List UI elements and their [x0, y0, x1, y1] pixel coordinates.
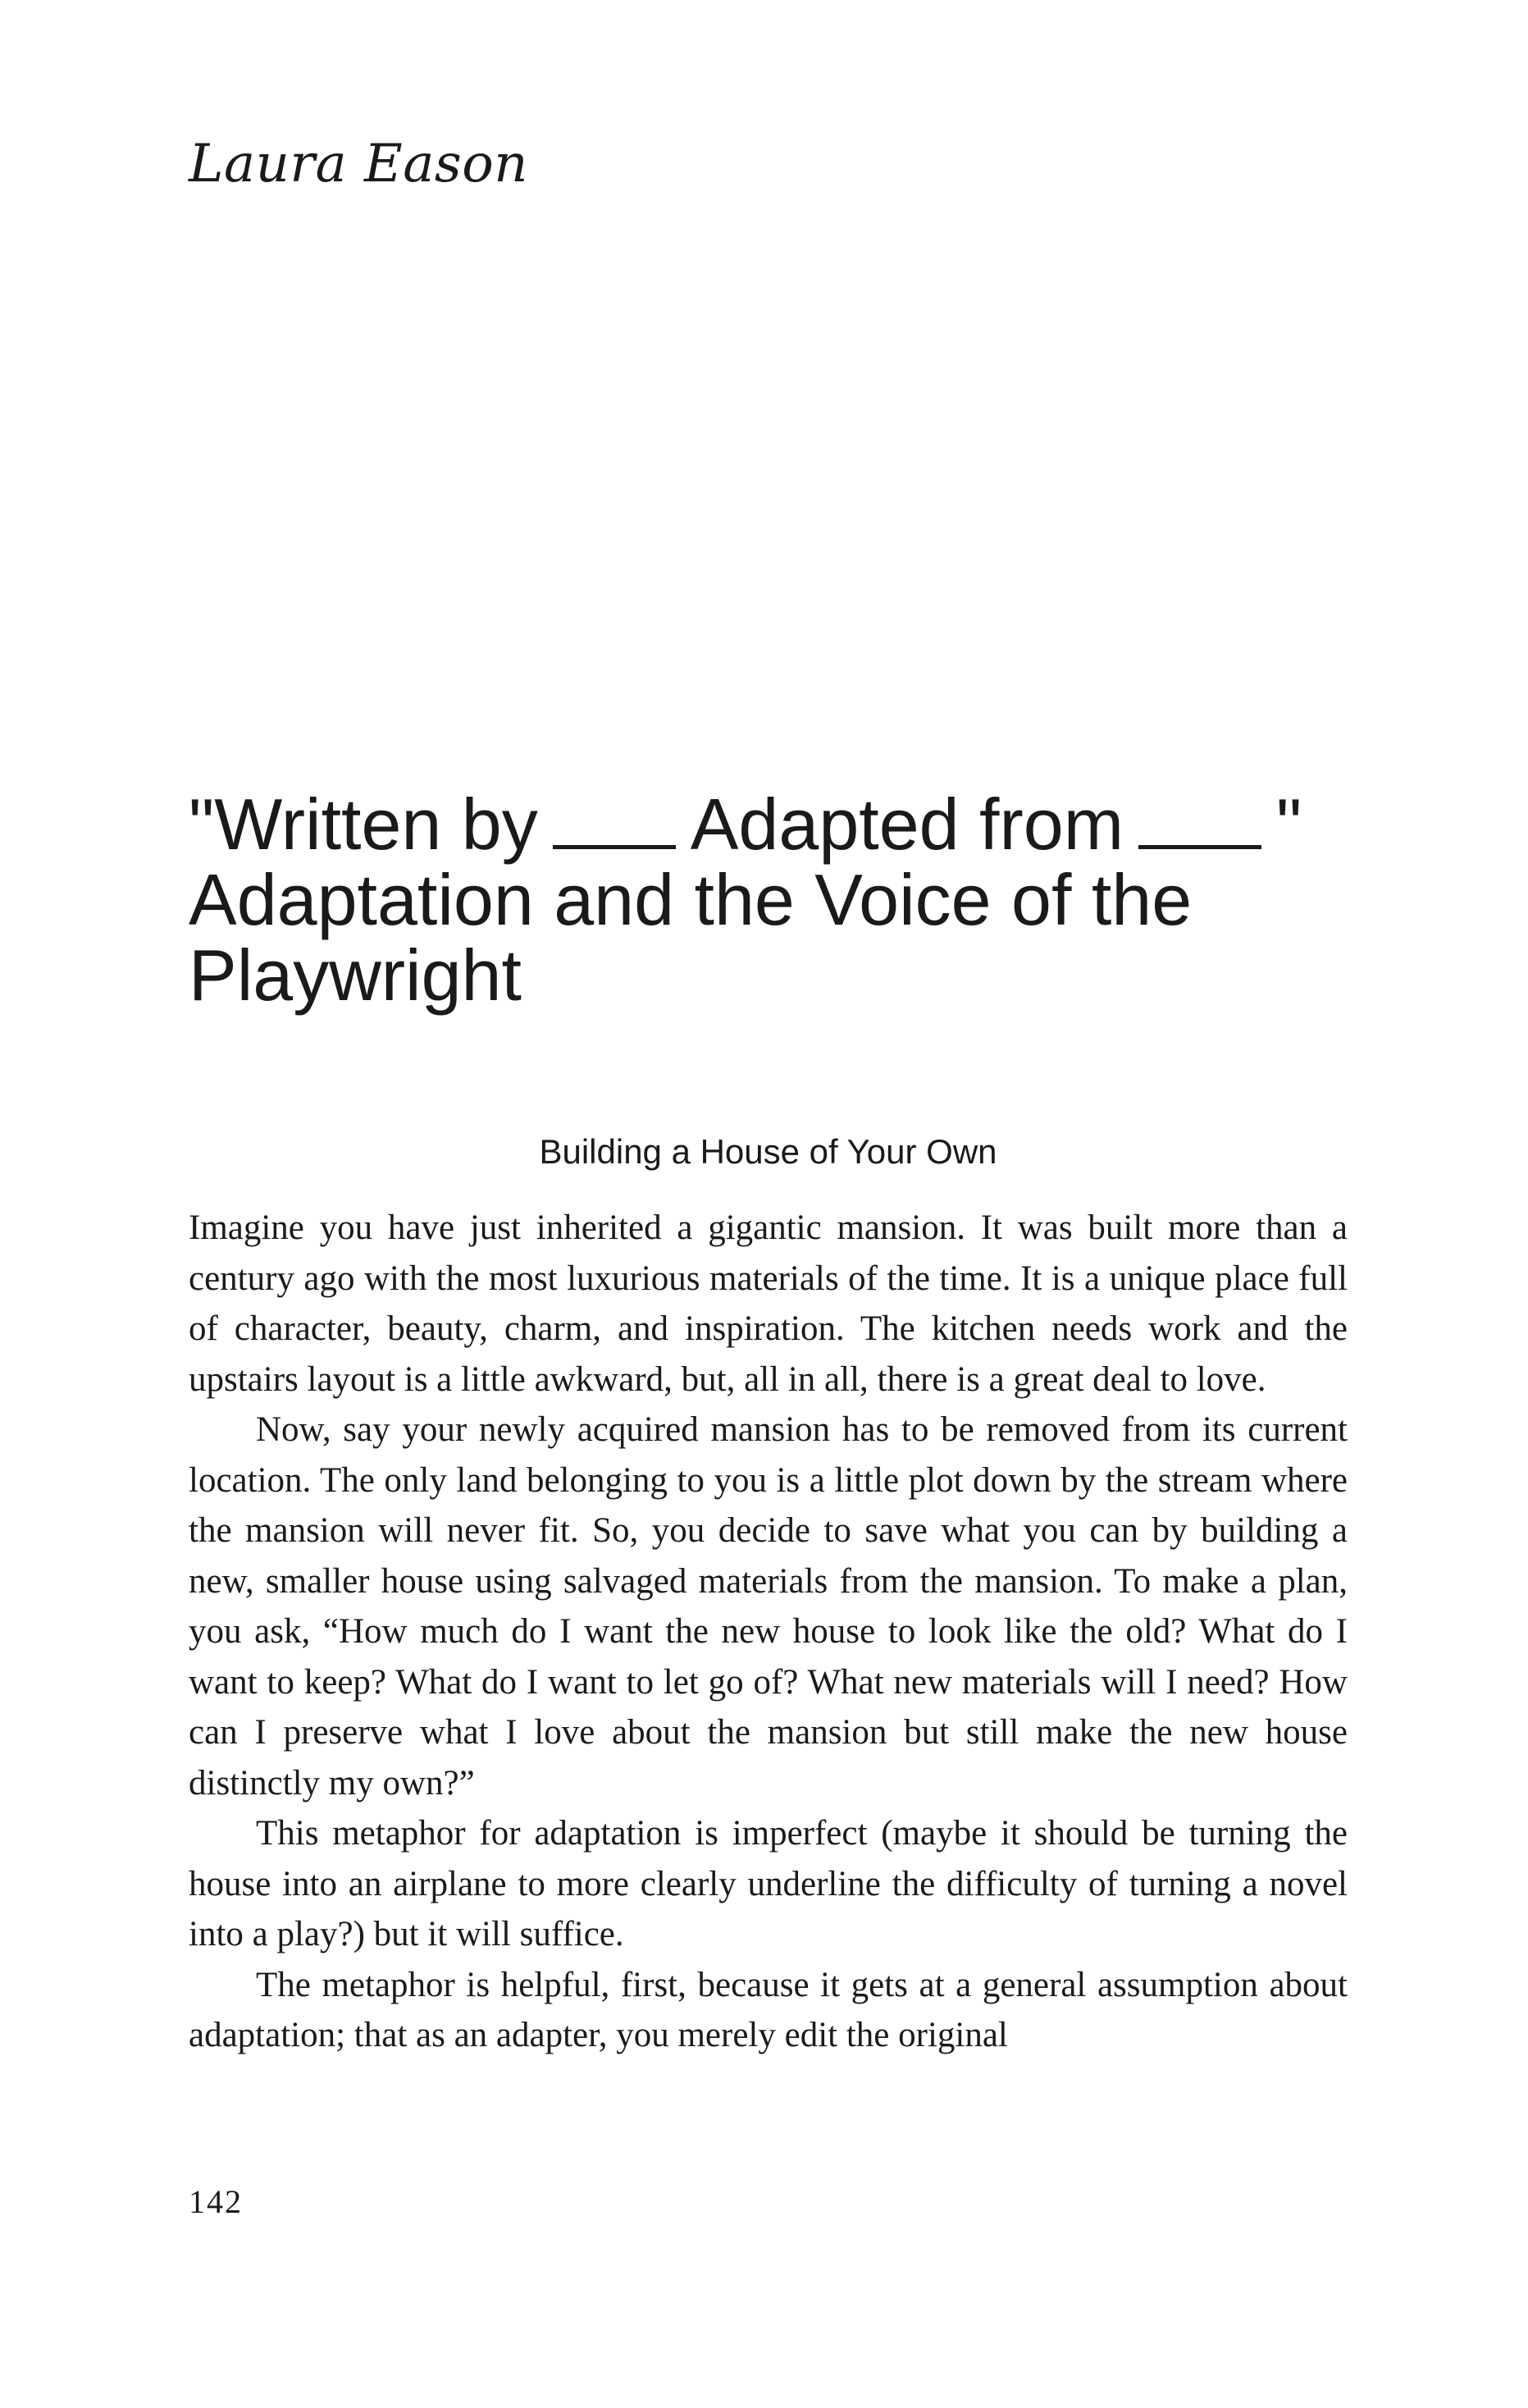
title-close-quote: " [1276, 783, 1302, 865]
section-heading: Building a House of Your Own [539, 1132, 997, 1171]
chapter-title-line-1 [189, 783, 1353, 865]
chapter-title-line-3: Playwright [189, 934, 522, 1016]
body-text [189, 1203, 1348, 2061]
page-number: 142 [189, 2183, 243, 2220]
title-blank-author [553, 845, 676, 849]
chapter-title [189, 783, 1353, 1016]
paragraph-4: The metaphor is helpful, first, because it gets at a general assumption about adaptation; that as an adapter, you merely edit the original [189, 1965, 1348, 2054]
running-head-author: Laura Eason [189, 134, 528, 194]
paragraph-2: Now, say your newly acquired mansion has to be removed from its current location. The only land belonging to you is a little plot down by the stream where the mansion will never fit. So, you decide to save what you can by building a new, smaller house using salvaged materials from the mansion. To make a plan, you ask, “How much do I want the new house to look like the old? What do I want to keep? What do I want to let go of? What new materials will I need? How can I preserve what I love about the mansion but still make the new house distinctly my own?” [189, 1410, 1348, 1803]
paragraph-3: This metaphor for adaptation is imperfect (maybe it should be turning the house into an airplane to more clearly underline the difficulty of turning a novel into a play?) but it will suffice. [189, 1814, 1348, 1953]
title-adapted-from: Adapted from [690, 783, 1124, 865]
chapter-title-line-2: Adaptation and the Voice of the [189, 858, 1193, 940]
title-written-by: "Written by [189, 783, 538, 865]
title-blank-source [1138, 845, 1261, 849]
paragraph-1: Imagine you have just inherited a gigantic mansion. It was built more than a century ago with the most luxurious materials of the time. It is a unique place full of character, beauty, charm, and inspiration. The kitchen needs work and the upstairs layout is a little awkward, but, all in all, there is a great deal to love. [189, 1209, 1348, 1399]
